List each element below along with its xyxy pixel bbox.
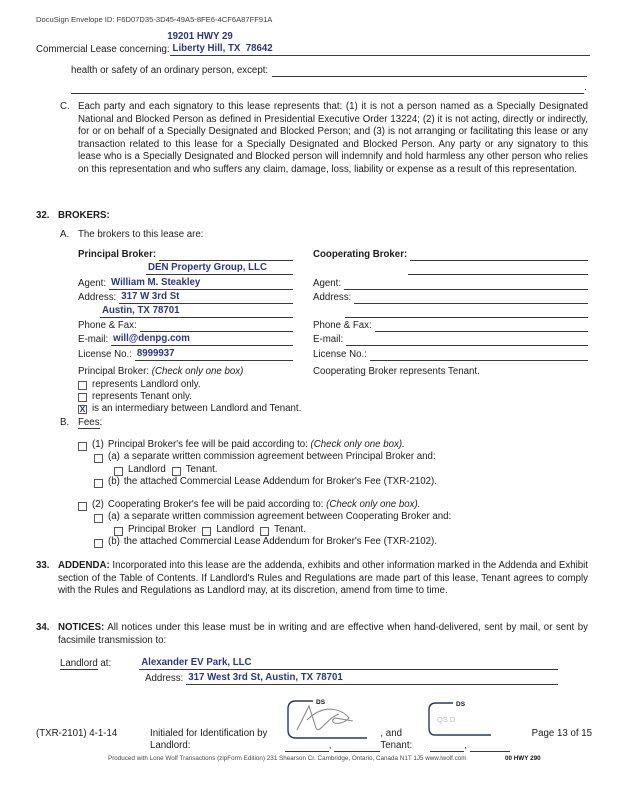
cooperating-email-field[interactable] [346, 345, 588, 346]
checkbox-label-intermediary: is an intermediary between Landlord and Tenant. [92, 403, 302, 415]
principal-check-header: Principal Broker: [78, 366, 150, 377]
cooperating-address-label: Address: [313, 291, 352, 303]
principal-license-field[interactable]: 8999937 [135, 348, 293, 361]
checkbox-fee1a[interactable] [94, 454, 103, 463]
initialed-for-identification-text: Initialed for Identification by Landlord: [150, 728, 268, 751]
except-blank-line-1[interactable] [272, 76, 587, 77]
principal-email-field[interactable]: will@denpg.com [111, 333, 293, 346]
principal-phone-label: Phone & Fax: [78, 320, 137, 332]
principal-broker-label: Principal Broker: [78, 249, 157, 261]
checkbox-fee1a-landlord[interactable] [114, 467, 123, 476]
section-32-number: 32. [36, 210, 50, 221]
fee2a-option-principal-broker: Principal Broker [128, 523, 197, 535]
principal-broker-check-group [78, 366, 302, 416]
principal-broker-blank[interactable] [159, 260, 293, 261]
cooperating-license-label: License No.: [313, 348, 367, 360]
cooperating-address2-field[interactable] [345, 317, 588, 318]
checkbox-intermediary[interactable]: X [79, 403, 86, 414]
section-33-number: 33. [36, 560, 50, 571]
fee1b-number: (b) [108, 476, 120, 488]
section-32-title: BROKERS: [58, 210, 110, 221]
clause-c-text: Each party and each signatory to this lease represents that: (1) it is not a person named as a Specially Designated National and Blocked Person as defined in Presidential Executive Order 13224; (2) it is not acting, directly or indirectly, for or on behalf of a Specially Designated and Blocked Person; and (3) is not arranging or facilitating this lease or any transaction related to this lease for a Specially Designated and Blocked Person. Any party or any signatory to this lease who is a Specially Designated and Blocked person will indemnify and hold harmless any other person who relies on this representation and who suffers any claim, damage, loss, liability or expense as a result of this representation. [78, 101, 588, 175]
fee1a-option-landlord: Landlord [128, 463, 166, 475]
cooperating-broker-column [313, 247, 588, 361]
cooperating-email-label: E-mail: [313, 334, 344, 346]
checkbox-fee2[interactable] [78, 502, 87, 511]
cooperating-address1-field[interactable] [354, 303, 588, 304]
fee2a-option-landlord: Landlord [216, 523, 255, 535]
section-33-text: ADDENDA: Incorporated into this lease are the addenda, exhibits and other information marked in the Addenda and Exhibit section of the Table of Contents. If Landlord's Rules and Regulations are made part of this lease, Tenant agrees to comply with the Rules and Regulations as Landlord may, at its discretion, amend from time to time. [58, 560, 588, 597]
docusign-envelope-id: DocuSign Envelope ID: F6D07D35-3D45-49A5-8FE6-4CF6A87FF91A [36, 15, 273, 24]
cooperating-broker-blank[interactable] [410, 260, 588, 261]
page-number: Page 13 of 15 [531, 728, 592, 739]
landlord-at-label: Landlord at: [60, 658, 112, 669]
footer-form-code: (TXR-2101) 4-1-14 [36, 728, 118, 739]
principal-license-label: License No.: [78, 348, 132, 360]
checkbox-fee1a-tenant[interactable] [172, 467, 181, 476]
principal-email-label: E-mail: [78, 334, 109, 346]
ds-tab-label: DS [316, 699, 326, 706]
landlord-initial-blank-1[interactable] [285, 751, 329, 752]
cooperating-broker-label: Cooperating Broker: [313, 249, 408, 261]
clause-c-letter: C. [60, 101, 70, 112]
tenant-initial-blank-1[interactable] [430, 751, 464, 752]
principal-agent-field[interactable]: William M. Steakley [109, 277, 293, 290]
principal-address2-field[interactable]: Austin, TX 78701 [100, 305, 293, 318]
document-reference: 00 HWY 290 [505, 755, 541, 762]
checkbox-fee2b[interactable] [94, 539, 103, 548]
fee1b-text: the attached Commercial Lease Addendum for Broker's Fee (TXR-2102). [123, 476, 437, 488]
property-address-line1: 19201 HWY 29 [167, 31, 233, 42]
principal-address-label: Address: [78, 291, 117, 303]
fee2-number: (2) [92, 498, 104, 510]
fee2b-text: the attached Commercial Lease Addendum for Broker's Fee (TXR-2102). [123, 536, 437, 548]
principal-broker-name-field[interactable]: DEN Property Group, LLC [146, 262, 293, 275]
fee1-number: (1) [92, 438, 104, 450]
fee1a-number: (a) [108, 451, 120, 463]
and-tenant-text: , and Tenant: [380, 728, 413, 751]
principal-check-note: (Check only one box) [151, 366, 244, 377]
fee2a-option-tenant: Tenant. [274, 523, 306, 535]
principal-phone-field[interactable] [140, 331, 293, 332]
fee2-text: Cooperating Broker's fee will be paid according to: (Check only one box). [107, 498, 421, 510]
checkbox-fee2a-tenant[interactable] [260, 527, 269, 536]
principal-broker-column [78, 247, 293, 361]
checkbox-represents-landlord-only[interactable] [78, 381, 87, 390]
fee2a-number: (a) [108, 511, 120, 523]
fee1a-text: a separate written commission agreement between Principal Broker and: [123, 451, 436, 463]
cooperating-represents-note: Cooperating Broker represents Tenant. [313, 366, 480, 377]
period-text: . [584, 82, 587, 93]
section-34-number: 34. [36, 622, 50, 633]
checkbox-fee2a-principal-broker[interactable] [114, 527, 123, 536]
fee1-text: Principal Broker's fee will be paid according to: (Check only one box). [107, 438, 405, 450]
fee2b-number: (b) [108, 536, 120, 548]
fee1a-option-tenant: Tenant. [185, 463, 218, 475]
principal-agent-label: Agent: [78, 277, 107, 289]
checkbox-fee1b[interactable] [94, 479, 103, 488]
checkbox-label-represents-landlord-only: represents Landlord only. [92, 379, 201, 391]
health-safety-text: health or safety of an ordinary person, except: [71, 65, 269, 76]
produced-with-text: Produced with Lone Wolf Transactions (zipForm Edition) 231 Shearson Cr. Cambridge, Ontario, Canada N1T 1J5 www.lwolf.com [108, 755, 467, 762]
cooperating-phone-field[interactable] [375, 331, 588, 332]
cooperating-phone-label: Phone & Fax: [313, 320, 372, 332]
document-page: DocuSign Envelope ID: F6D07D35-3D45-49A5-8FE6-4CF6A87FF91A 19201 HWY 29 Commercial Lease concerning: Liberty Hill, TX 78642 health or safety of an ordinary person, except: . C. Each party and each signatory to this lease represents that: (1) it is not a person named as a Specially Designated National and Blocked Person as defined in Presidential Executive Order 13224; (2) it is not acting, directly or indirectly, for or on behalf of a Specially Designated and Blocked Person; and (3) is not arranging or facilitating this lease or any transaction related to this lease for a Specially Designated and Blocked Person. Any party or any signatory to this lease who is a Specially Designated and Blocked person will indemnify and hold harmless any other person who relies on this representation and who suffers any claim, damage, loss, liability or expense as a result of this representation. 32. BROKERS: A. The brokers to this lease are: Principal Broker: DEN Property Group, LLC Agent: William M. Steakley Address: 317 W 3rd St Austin, TX 78701 Phone & Fax: E-mail: will@denpg.com License No.: 8999937 Cooperating Broker: Agent: Address: Phone & Fax: E-mail: License No.: Principal Broker: (Check only one box) represents Landlord only. represents Tenant only. X is an intermediary between Landlord and Tenant. Cooperating Broker represents Tenant. B. Fees: (1) Principal Broker's fee will be paid according to: (Check only one box). (a) a separate written commission agreement between Principal Broker and: Landlord Tenant. (b) the attached Commercial Lease Addendum for Broker's Fee (TXR-2102). (2) Cooperating Broker's fee will be paid according to: (Check only one box). (a) a separate written commission agreement between Cooperating Broker and: Principal Broker Landlord Tenant. (b) the attached Commercial Lease Addendum for Broker's Fee (TXR-2102). 33. ADDENDA: Incorporated into this lease are the addenda, exhibits and other information marked in the Addenda and Exhibit section of the Table of Contents. If Landlord's Rules and Regulations are made part of this lease, Tenant agrees to comply with the Rules and Regulations as Landlord may, at its discretion, amend from time to time. 34. NOTICES: All notices under this lease must be in writing and are effective when hand-delivered, sent by mail, or sent by facsimile transmission to: Landlord at: Alexander EV Park, LLC Address: 317 West 3rd St, Austin, TX 78701 DS DS QS D (TXR-2101) 4-1-14 Initialed for Identification by Landlord: , , and Tenant: , Page 13 of 15 Produced with Lone Wolf Transactions (zipForm Edition) 231 Shearson Cr. Cambridge, Ontario, Canada N1T 1J5 www.lwolf.com 00 HWY 290 [0, 0, 618, 799]
property-address-line2[interactable]: Liberty Hill, TX 78642 [170, 43, 590, 56]
notice-landlord-name-field[interactable]: Alexander EV Park, LLC [139, 657, 558, 670]
cooperating-license-field[interactable] [370, 360, 588, 361]
brokers-b-letter: B. [60, 417, 70, 428]
brokers-a-text: The brokers to this lease are: [78, 229, 204, 240]
notice-address-label: Address: [145, 673, 184, 684]
landlord-initial-blank-2[interactable] [334, 751, 380, 752]
checkbox-label-represents-tenant-only: represents Tenant only. [92, 391, 192, 403]
checkbox-fee2a[interactable] [94, 514, 103, 523]
tenant-initial-blank-2[interactable] [470, 751, 510, 752]
except-blank-line-2[interactable] [71, 93, 584, 94]
cooperating-broker-blank2[interactable] [408, 274, 588, 275]
principal-address1-field[interactable]: 317 W 3rd St [119, 291, 293, 304]
cooperating-agent-label: Agent: [313, 277, 342, 289]
section-34-text: NOTICES: All notices under this lease must be in writing and are effective when hand-delivered, sent by mail, or sent by facsimile transmission to: [58, 622, 588, 646]
checkbox-represents-tenant-only[interactable] [78, 393, 87, 402]
fee2a-text: a separate written commission agreement between Cooperating Broker and: [123, 511, 452, 523]
checkbox-fee1[interactable] [78, 442, 87, 451]
notice-address-field[interactable]: 317 West 3rd St, Austin, TX 78701 [186, 672, 558, 685]
tenant-initials-text: QS D [437, 715, 456, 724]
cooperating-agent-field[interactable] [344, 289, 588, 290]
brokers-a-letter: A. [60, 229, 70, 240]
ds-tab-label: DS [456, 701, 466, 708]
lease-concerning-label: Commercial Lease concerning: [36, 44, 170, 55]
fees-heading: Fees [78, 417, 100, 428]
checkbox-fee2a-landlord[interactable] [202, 527, 211, 536]
landlord-initials-signature-icon [297, 706, 353, 730]
